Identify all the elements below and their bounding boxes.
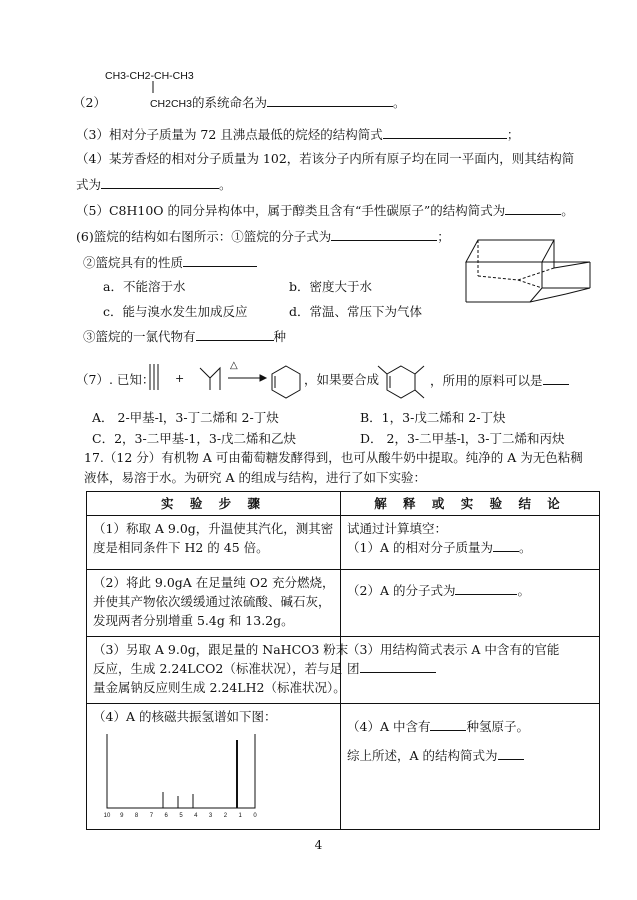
page-number: 4 bbox=[314, 838, 323, 852]
conclusion-3-line2 bbox=[347, 659, 593, 678]
q2-formula-top: CH3-CH2-CH-CH3 bbox=[105, 70, 194, 82]
table-header-steps: 实 验 步 骤 bbox=[87, 492, 341, 516]
conclusion-1 bbox=[341, 516, 600, 570]
q6-text2: ②篮烷具有的性质 bbox=[83, 255, 184, 270]
functional-group-blank[interactable] bbox=[360, 660, 436, 673]
nmr-tick-label: 4 bbox=[194, 813, 198, 819]
q2-formula-branch: CH2CH3 bbox=[149, 98, 192, 110]
nmr-tick-label: 5 bbox=[179, 813, 183, 819]
q2-text: 的系统命名为 bbox=[191, 95, 267, 110]
step-1 bbox=[87, 516, 341, 570]
q6-text5: ③篮烷的一氯代物有 bbox=[83, 329, 196, 344]
q6-opt-d: d．常温、常压下为气体 bbox=[289, 304, 423, 319]
nmr-tick-label: 10 bbox=[103, 813, 111, 819]
q4-end: 。 bbox=[219, 177, 232, 192]
conclusion-3-text2: 团 bbox=[347, 661, 360, 676]
q7-opt-b: B．1，3-戊二烯和 2-丁炔 bbox=[360, 410, 506, 425]
q4-line1: （4）某芳香烃的相对分子质量为 102，若该分子内所有原子均在同一平面内，则其结构简 bbox=[76, 151, 575, 166]
q4-prefix: 式为 bbox=[76, 177, 102, 192]
nmr-tick-label: 3 bbox=[208, 813, 213, 819]
table-row bbox=[87, 570, 600, 637]
step-2 bbox=[87, 570, 341, 637]
table-row bbox=[87, 516, 600, 570]
q6-line1 bbox=[76, 228, 450, 245]
q7-middle: ，如果要合成 bbox=[304, 372, 380, 387]
q5-line bbox=[76, 202, 574, 219]
q6-count-blank[interactable] bbox=[196, 328, 274, 341]
nmr-tick-label: 8 bbox=[134, 813, 139, 819]
q2-number: （2） bbox=[73, 95, 106, 110]
conclusion-4-text: （4）A 中含有 bbox=[347, 719, 431, 734]
conclusion-3 bbox=[341, 637, 600, 704]
q6-end5: 种 bbox=[273, 329, 287, 344]
q6-opt-c: c．能与溴水发生加成反应 bbox=[103, 304, 248, 319]
molecular-formula-blank[interactable] bbox=[455, 582, 517, 595]
q7-prefix: （7）. 已知： bbox=[76, 372, 155, 387]
q4-answer-blank[interactable] bbox=[101, 176, 219, 189]
q6-formula-blank[interactable] bbox=[331, 228, 437, 241]
q2-branch-bond bbox=[148, 81, 158, 95]
q7-opt-a: A． 2-甲基-l，3-丁二烯和 2-丁炔 bbox=[92, 410, 279, 425]
nmr-tick-label: 6 bbox=[164, 813, 168, 819]
q3-end: ； bbox=[506, 127, 520, 142]
conclusion-1-end: 。 bbox=[518, 540, 532, 555]
q7-suffix-line bbox=[430, 372, 569, 389]
q6-text1: (6)篮烷的结构如右图所示：①篮烷的分子式为 bbox=[76, 229, 332, 244]
hydrogen-types-blank[interactable] bbox=[430, 718, 466, 731]
step-3-line1: （3）另取 A 9.0g，跟足量的 NaHCO3 粉末 bbox=[93, 642, 349, 657]
nmr-spectrum-figure bbox=[101, 728, 261, 822]
q6-property-blank[interactable] bbox=[183, 254, 257, 267]
step-2-line2: 并使其产物依次缓缓通过浓硫酸、碱石灰， bbox=[93, 594, 331, 609]
relative-mass-blank[interactable] bbox=[493, 539, 519, 552]
table-row bbox=[87, 704, 600, 830]
conclusion-1-line bbox=[347, 538, 593, 557]
conclusion-4-mid: 种氢原子。 bbox=[466, 719, 529, 734]
q7-opt-c: C．2，3-二甲基-1，3-戊二烯和乙炔 bbox=[92, 431, 297, 446]
table-header-conclusions: 解 释 或 实 验 结 论 bbox=[341, 492, 600, 516]
q4-line2 bbox=[76, 176, 232, 193]
q5-text: （5）C8H10O 的同分异构体中，属于醇类且含有“手性碳原子”的结构简式为 bbox=[76, 203, 506, 218]
q7-opt-d: D． 2，3-二甲基-l，3-丁二烯和丙炔 bbox=[360, 431, 565, 446]
nmr-tick-label: 7 bbox=[149, 813, 154, 819]
table-row bbox=[87, 637, 600, 704]
step-2-line1: （2）将此 9.0gA 在足量纯 O2 充分燃烧， bbox=[93, 575, 335, 590]
step-1-line1: （1）称取 A 9.0g，升温使其汽化，测其密 bbox=[93, 521, 334, 536]
conclusion-intro: 试通过计算填空： bbox=[347, 521, 448, 536]
conclusion-4-line2 bbox=[347, 746, 593, 765]
q2-answer-blank[interactable] bbox=[267, 94, 393, 107]
step-1-line2: 度是相同条件下 H2 的 45 倍。 bbox=[93, 540, 269, 555]
q2-end: 。 bbox=[392, 95, 406, 110]
q3-line bbox=[76, 126, 519, 143]
conclusion-4-text2: 综上所述，A 的结构简式为 bbox=[347, 748, 498, 763]
structure-formula-blank[interactable] bbox=[498, 747, 524, 760]
q7-answer-blank[interactable] bbox=[543, 372, 569, 385]
nmr-tick-label: 1 bbox=[238, 813, 242, 819]
q7-target-molecule bbox=[374, 352, 428, 408]
experiment-table bbox=[86, 491, 600, 830]
nmr-tick-label: 9 bbox=[120, 813, 124, 819]
step-2-line3: 发现两者分别增重 5.4g 和 13.2g。 bbox=[93, 613, 294, 628]
q6-opt-b: b．密度大于水 bbox=[289, 279, 373, 294]
conclusion-2-end: 。 bbox=[517, 583, 530, 598]
q7-heat-symbol: △ bbox=[230, 360, 238, 371]
q6-opt-a: a．不能溶于水 bbox=[103, 279, 186, 294]
conclusion-3-text: （3）用结构简式表示 A 中含有的官能 bbox=[347, 642, 560, 657]
conclusion-2-line bbox=[347, 581, 593, 600]
q5-end: 。 bbox=[561, 203, 574, 218]
q7-suffix: ，所用的原料可以是 bbox=[430, 373, 543, 388]
nmr-tick-label: 0 bbox=[253, 813, 257, 819]
q7-plus: + bbox=[175, 372, 185, 385]
step-3-line3: 量金属钠反应则生成 2.24LH2（标准状况）。 bbox=[93, 680, 346, 695]
conclusion-4 bbox=[341, 704, 600, 830]
conclusion-4-line bbox=[347, 717, 593, 736]
nmr-tick-label: 2 bbox=[223, 813, 228, 819]
q3-answer-blank[interactable] bbox=[383, 126, 507, 139]
basketane-structure-figure bbox=[458, 236, 598, 308]
q5-answer-blank[interactable] bbox=[505, 202, 561, 215]
step-4 bbox=[87, 704, 341, 830]
q6-end1: ； bbox=[437, 229, 450, 244]
step-3-line2: 反应，生成 2.24LCO2（标准状况），若与足 bbox=[93, 661, 343, 676]
conclusion-2-text: （2）A 的分子式为 bbox=[347, 583, 456, 598]
q17-line2: 液体，易溶于水。为研究 A 的组成与结构，进行了如下实验： bbox=[84, 470, 426, 485]
step-4-line1: （4）A 的核磁共振氢谱如下图： bbox=[93, 709, 277, 724]
q6-line2 bbox=[83, 254, 257, 271]
q2-line bbox=[73, 94, 405, 112]
q6-line5 bbox=[83, 328, 286, 345]
conclusion-2 bbox=[341, 570, 600, 637]
step-3 bbox=[87, 637, 349, 704]
q17-line1: 17.（12 分）有机物 A 可由葡萄糖发酵得到，也可从酸牛奶中提取。纯净的 A 为无色粘稠 bbox=[84, 450, 583, 465]
q3-text: （3）相对分子质量为 72 且沸点最低的烷烃的结构简式 bbox=[76, 127, 383, 142]
conclusion-1-text: （1）A 的相对分子质量为 bbox=[347, 540, 493, 555]
